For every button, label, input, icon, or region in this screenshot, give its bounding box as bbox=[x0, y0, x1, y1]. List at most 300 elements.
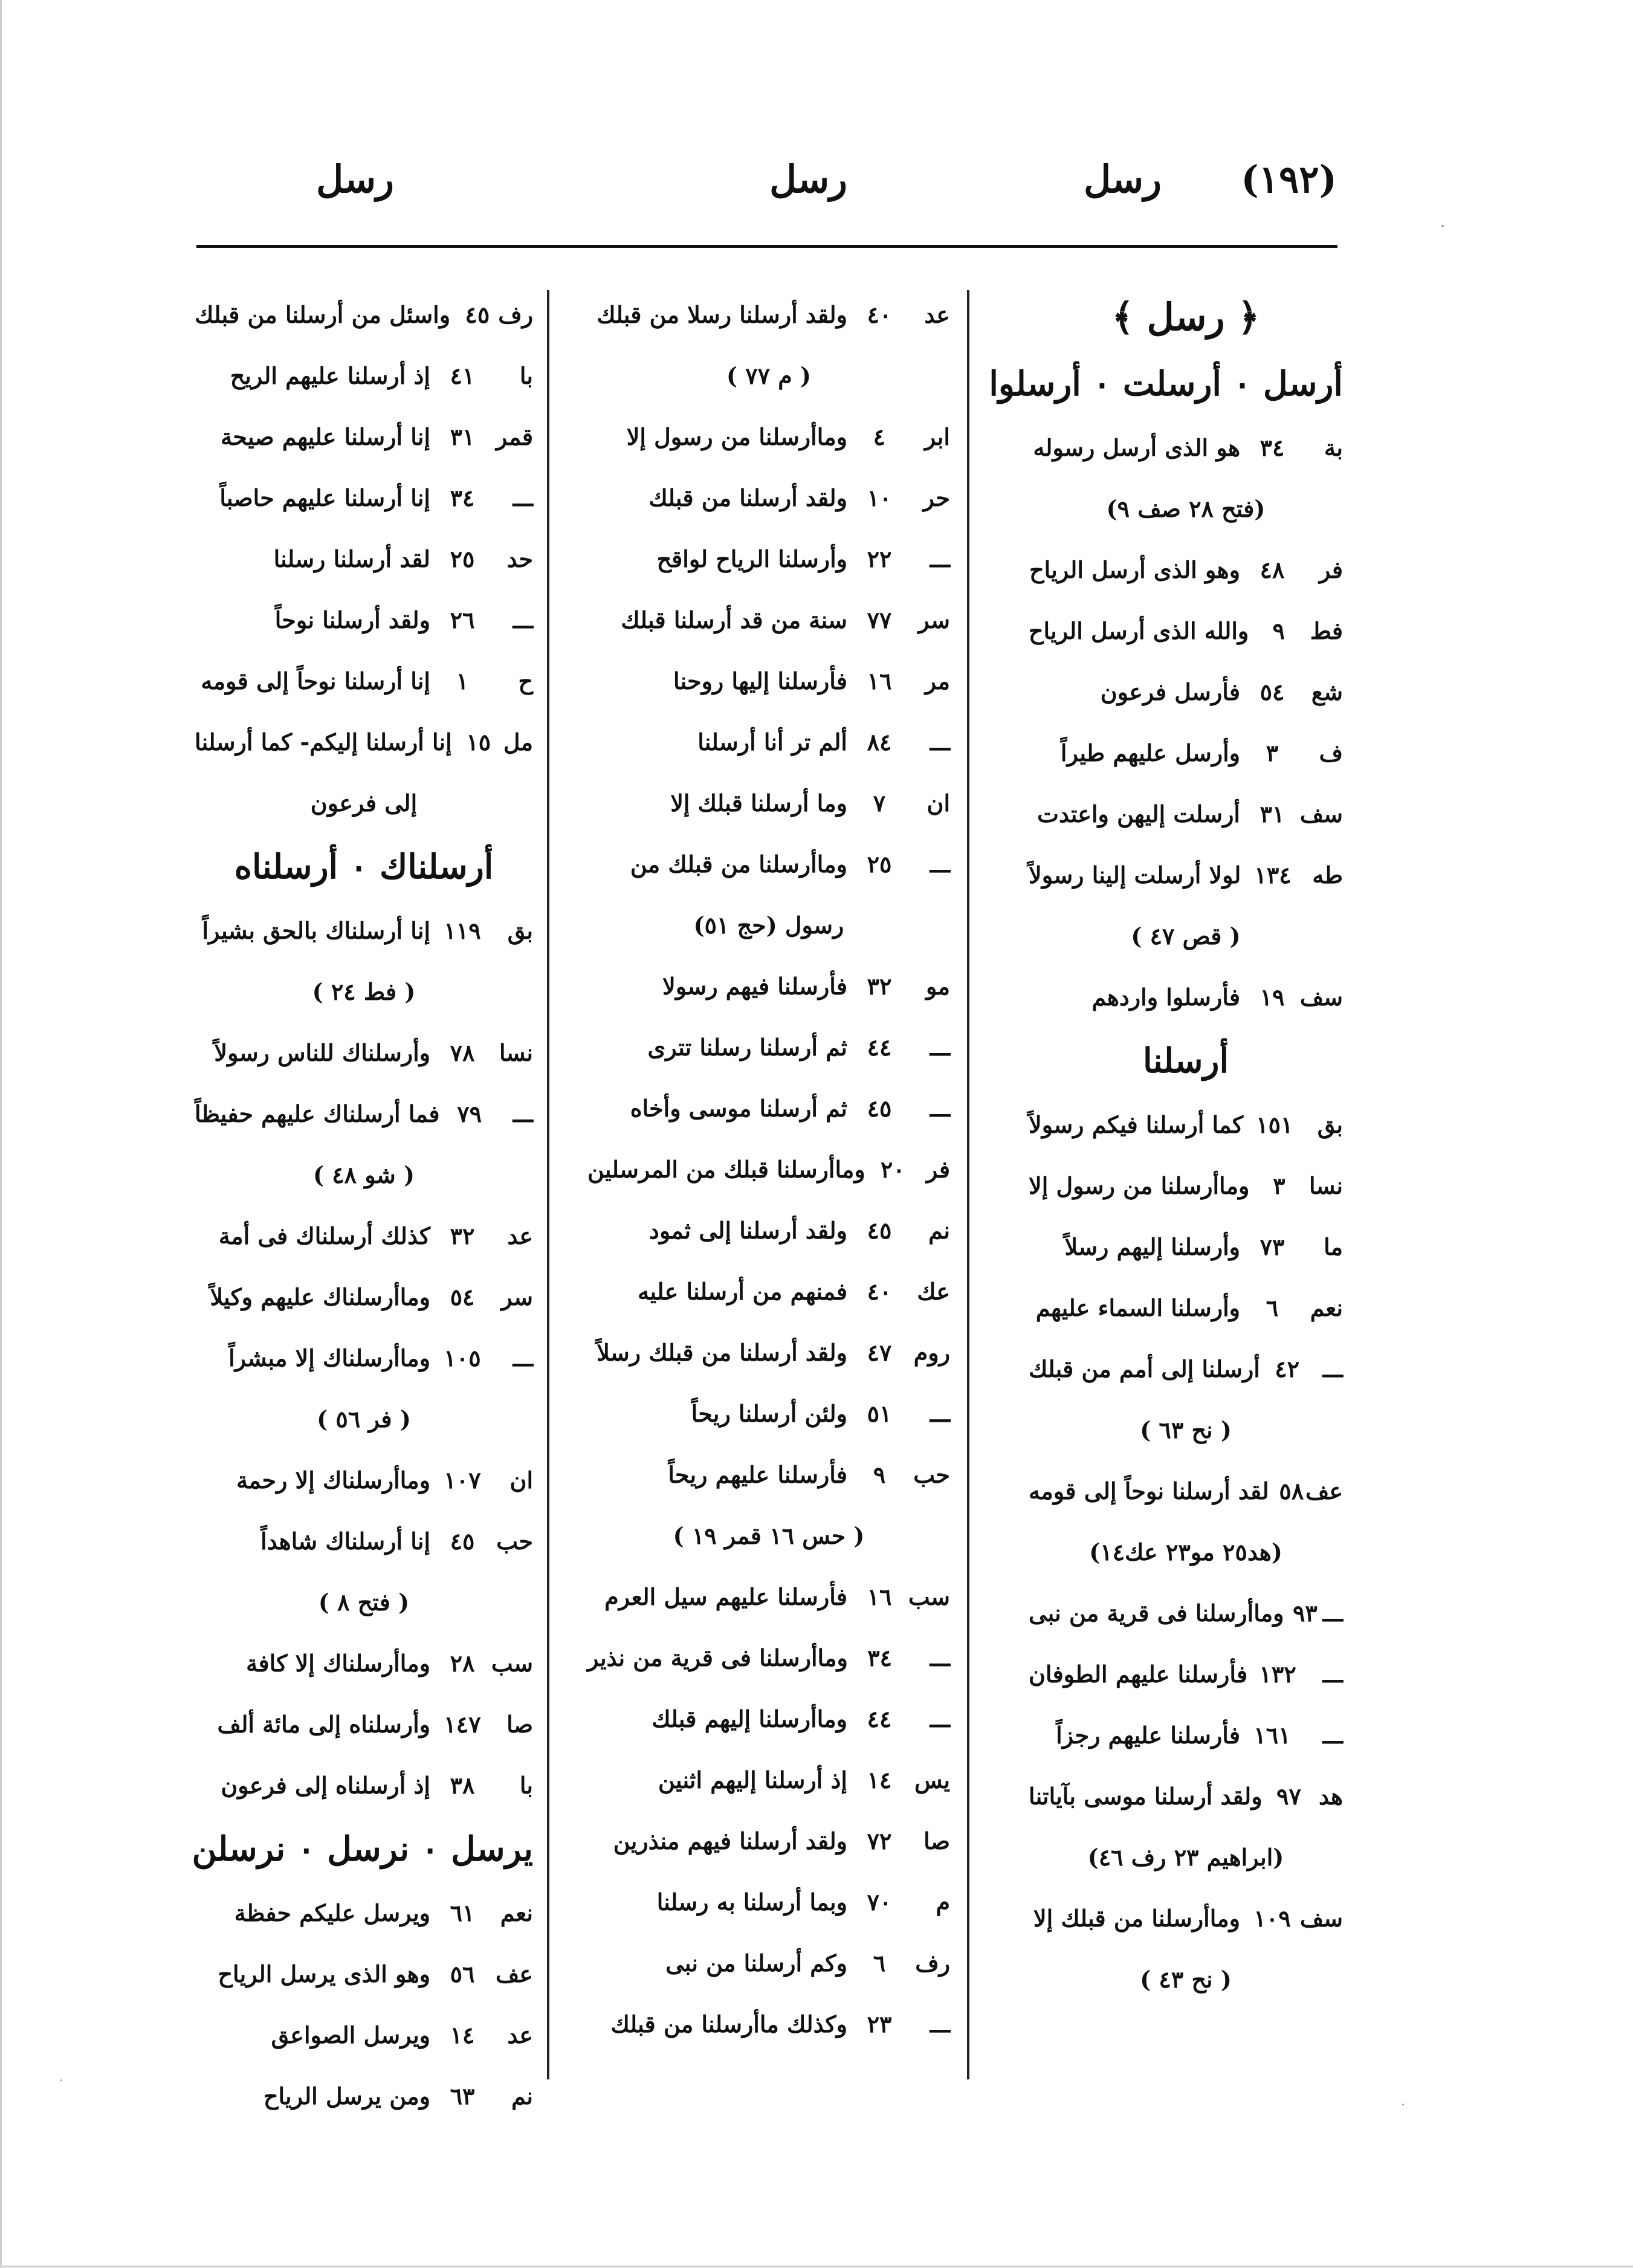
entry-row bbox=[587, 1810, 950, 1871]
root-heading: ﴿ رسل ﴾ bbox=[1111, 295, 1260, 339]
verse-text: ثم أرسلنا رسلنا تترى bbox=[647, 1034, 847, 1061]
verse-number: ٤١ bbox=[450, 362, 475, 389]
entry-row bbox=[587, 773, 950, 834]
entry-row bbox=[587, 1200, 950, 1261]
verse-number: ١٠٧ bbox=[444, 1466, 481, 1494]
cross-reference-line: ( فر ٥٦ ) bbox=[317, 1405, 411, 1433]
verse-number: ٧٧ bbox=[867, 606, 892, 633]
entry-row bbox=[587, 1994, 950, 2055]
entry-row bbox=[587, 1261, 950, 1322]
surah-reference: نعم bbox=[500, 1899, 533, 1926]
entry-row bbox=[1029, 783, 1343, 844]
verse-text: فأرسلنا عليهم الطوفان bbox=[1029, 1660, 1248, 1688]
entry-row bbox=[1029, 1705, 1343, 1766]
surah-reference: عك bbox=[917, 1278, 950, 1305]
verse-number: ٤٥ bbox=[465, 301, 490, 328]
verse-number: ٧٠ bbox=[867, 1888, 892, 1916]
verse-number: ٤٠ bbox=[867, 1278, 892, 1305]
surah-reference: ـــ bbox=[930, 1034, 950, 1061]
verse-text: ولقد أرسلنا من قبلك رسلاً bbox=[597, 1339, 847, 1366]
verse-number: ٥٤ bbox=[1260, 678, 1285, 705]
surah-reference: عد bbox=[924, 301, 950, 328]
verse-number: ٢٥ bbox=[450, 545, 475, 572]
verse-text: واسئل من أرسلنا من قبلك bbox=[195, 301, 451, 328]
entry-row bbox=[1029, 1338, 1343, 1399]
verse-text: وماأرسلناك إلا رحمة bbox=[236, 1466, 430, 1494]
surah-reference: حب bbox=[496, 1528, 533, 1555]
surah-reference: طه bbox=[1312, 861, 1343, 889]
verse-number: ٩ bbox=[873, 1461, 886, 1488]
verse-number: ٤٤ bbox=[867, 1705, 892, 1732]
entry-row bbox=[195, 467, 533, 528]
entry-row bbox=[1029, 722, 1343, 783]
verse-number: ٤٥ bbox=[867, 1217, 892, 1244]
entry-row bbox=[195, 528, 533, 589]
surah-reference: ـــ bbox=[930, 1705, 950, 1732]
verse-text: كذلك أرسلناك فى أمة bbox=[218, 1222, 430, 1249]
verse-number: ١١٩ bbox=[444, 917, 481, 944]
surah-reference: صا bbox=[923, 1827, 950, 1855]
verse-number: ٣٨ bbox=[450, 1772, 475, 1799]
column-right bbox=[989, 284, 1343, 2010]
form-subheading: أرسل ٠ أرسلت ٠ أرسلوا bbox=[989, 364, 1343, 404]
entry-row bbox=[587, 1566, 950, 1627]
entry-row bbox=[587, 1444, 950, 1505]
entry-row bbox=[587, 528, 950, 589]
surah-reference: نعم bbox=[1310, 1294, 1343, 1321]
verse-number: ٥٦ bbox=[450, 1960, 475, 1988]
entry-row bbox=[587, 284, 950, 345]
verse-number: ١٣٢ bbox=[1259, 1660, 1296, 1688]
surah-reference: ف bbox=[1319, 739, 1343, 766]
verse-text: إنا أرسلنا عليهم صيحة bbox=[221, 423, 430, 450]
verse-number: ٩ bbox=[1272, 617, 1285, 644]
surah-reference: ـــ bbox=[930, 850, 950, 878]
form-subheading: أرسلنا bbox=[1142, 1041, 1229, 1081]
surah-reference: بق bbox=[507, 917, 533, 944]
surah-reference: حب bbox=[913, 1461, 950, 1488]
verse-text: لولا أرسلت إلينا رسولاً bbox=[1029, 861, 1241, 889]
verse-number: ٤٢ bbox=[1275, 1355, 1300, 1382]
cross-reference-line: ( فتح ٨ ) bbox=[318, 1589, 410, 1616]
verse-text: فأرسلنا فيهم رسولا bbox=[662, 973, 847, 1000]
verse-number: ١٤ bbox=[867, 1766, 892, 1793]
cross-reference-line: ( حس ١٦ قمر ١٩ ) bbox=[673, 1522, 865, 1549]
surah-reference: ـــ bbox=[513, 484, 533, 511]
verse-text: أرسلت إليهن واعتدت bbox=[1037, 800, 1240, 828]
cross-reference-line: ( م ٧٧ ) bbox=[726, 362, 811, 389]
entry-row bbox=[195, 1266, 533, 1327]
verse-number: ٨٤ bbox=[867, 728, 892, 756]
surah-reference: سف bbox=[1299, 800, 1343, 828]
surah-reference: ـــ bbox=[930, 1095, 950, 1122]
entry-row bbox=[587, 711, 950, 773]
surah-reference: فر bbox=[926, 1156, 950, 1183]
surah-reference: روم bbox=[913, 1339, 950, 1366]
column-divider-right bbox=[967, 290, 969, 2079]
verse-number: ١٦ bbox=[867, 667, 892, 695]
entry-row bbox=[587, 1078, 950, 1139]
verse-text: ويرسل عليكم حفظة bbox=[234, 1899, 430, 1926]
verse-text: وأرسلنا إليهم رسلاً bbox=[1064, 1233, 1240, 1260]
surah-reference: با bbox=[519, 1772, 533, 1799]
entry-row bbox=[195, 1083, 533, 1144]
verse-text: وأرسل عليهم طيراً bbox=[1060, 739, 1240, 766]
verse-number: ٢٢ bbox=[867, 545, 892, 572]
verse-text: فمنهم من أرسلنا عليه bbox=[638, 1278, 847, 1305]
verse-text: فأرسلنا عليهم ريحاً bbox=[668, 1461, 847, 1488]
surah-reference: رف bbox=[498, 301, 533, 328]
verse-text: إنا أرسلناك بالحق بشيراً bbox=[202, 917, 430, 944]
surah-reference: مل bbox=[503, 728, 533, 756]
surah-reference: نم bbox=[511, 2082, 533, 2110]
verse-text: وماأرسلنا من رسول إلا bbox=[1029, 1172, 1250, 1199]
entry-row bbox=[587, 467, 950, 528]
verse-text: فأرسلنا إليها روحنا bbox=[673, 667, 847, 695]
header-page-number: (١٩٢) bbox=[1241, 157, 1337, 201]
surah-reference: نسا bbox=[499, 1039, 533, 1066]
surah-reference: ـــ bbox=[1322, 1722, 1343, 1749]
verse-text: وأرسلناك للناس رسولاً bbox=[214, 1039, 430, 1066]
verse-number: ١٩ bbox=[1260, 983, 1285, 1011]
surah-reference: صا bbox=[506, 1711, 533, 1738]
surah-reference: نسا bbox=[1308, 1172, 1343, 1199]
verse-text: إنا أرسلنا إليكم- كما أرسلنا bbox=[195, 728, 452, 756]
surah-reference: مر bbox=[925, 667, 950, 695]
verse-text: ألم تر أنا أرسلنا bbox=[697, 728, 847, 756]
verse-text: وماأرسلنا قبلك من المرسلين bbox=[587, 1156, 865, 1183]
surah-reference: حد bbox=[506, 545, 533, 572]
cross-reference-line: ( نح ٤٣ ) bbox=[1140, 1966, 1232, 1993]
verse-text: وماأرسلنا فى قرية من نذير bbox=[587, 1644, 848, 1671]
verse-text: ولقد أرسلنا من قبلك bbox=[648, 484, 847, 511]
verse-number: ١٤ bbox=[450, 2021, 475, 2049]
entry-row bbox=[1029, 539, 1343, 600]
verse-text: ويرسل الصواعق bbox=[271, 2021, 430, 2049]
surah-reference: ح bbox=[518, 667, 533, 695]
verse-number: ١٥ bbox=[466, 728, 491, 756]
entry-row bbox=[1029, 1583, 1343, 1644]
surah-reference: ـــ bbox=[1322, 1660, 1343, 1688]
column-divider-left bbox=[547, 290, 549, 2079]
verse-text: إذ أرسلنا إليهم اثنين bbox=[658, 1766, 847, 1793]
entry-row bbox=[1029, 1888, 1343, 1949]
verse-text: وماأرسلنا من قبلك إلا bbox=[1033, 1905, 1240, 1932]
verse-number: ٧٣ bbox=[1260, 1233, 1285, 1260]
page-header bbox=[193, 145, 1337, 218]
entry-row bbox=[587, 650, 950, 711]
entry-row bbox=[587, 1017, 950, 1078]
surah-reference: ـــ bbox=[930, 1644, 950, 1671]
verse-text: وماأرسلنا من قبلك من bbox=[630, 850, 847, 878]
header-word-left: رسل bbox=[316, 157, 394, 201]
entry-row bbox=[195, 1205, 533, 1266]
verse-text: وما أرسلنا قبلك إلا bbox=[670, 789, 847, 817]
surah-reference: ـــ bbox=[513, 606, 533, 633]
surah-reference: ـــ bbox=[1322, 1599, 1343, 1627]
entry-row bbox=[587, 1139, 950, 1200]
surah-reference: ابر bbox=[924, 423, 950, 450]
surah-reference: ـــ bbox=[930, 2010, 950, 2038]
verse-number: ١٠ bbox=[867, 484, 892, 511]
cross-reference-line: ( قص ٤٧ ) bbox=[1131, 922, 1241, 950]
column-right-entries bbox=[989, 351, 1343, 2010]
cross-reference-line: ( فط ٢٤ ) bbox=[312, 978, 416, 1005]
verse-number: ٢٦ bbox=[450, 606, 475, 633]
scan-speck bbox=[1402, 2104, 1404, 2105]
verse-number: ٥٨ bbox=[1279, 1477, 1304, 1505]
verse-number: ٢٥ bbox=[867, 850, 892, 878]
verse-text: فأرسلنا عليهم سيل العرم bbox=[604, 1583, 847, 1610]
verse-number: ١ bbox=[456, 667, 469, 695]
verse-text: وكم أرسلنا من نبى bbox=[665, 1949, 847, 1977]
verse-text: فأرسلنا عليهم رجزاً bbox=[1056, 1722, 1240, 1749]
column-middle-entries bbox=[587, 284, 950, 2055]
entry-row bbox=[587, 1383, 950, 1444]
entry-row bbox=[195, 1511, 533, 1572]
entry-row bbox=[1029, 1155, 1343, 1216]
entry-row bbox=[1029, 1216, 1343, 1277]
verse-number: ٣٢ bbox=[867, 973, 892, 1000]
verse-number: ٧٨ bbox=[450, 1039, 475, 1066]
surah-reference: سر bbox=[501, 1283, 533, 1311]
cross-reference-line: رسول (حج ٥١) bbox=[693, 912, 844, 939]
entry-row bbox=[1029, 1644, 1343, 1705]
entry-row bbox=[587, 956, 950, 1017]
verse-number: ٦ bbox=[873, 1949, 886, 1977]
verse-text: وهو الذى أرسل الرياح bbox=[1029, 556, 1240, 583]
entry-row bbox=[1029, 417, 1343, 478]
surah-reference: بة bbox=[1324, 434, 1343, 461]
entry-row bbox=[195, 1327, 533, 1388]
entry-row bbox=[195, 711, 533, 773]
surah-reference: ـــ bbox=[930, 728, 950, 756]
verse-text: وماأرسلنا فى قرية من نبى bbox=[1029, 1599, 1284, 1627]
verse-text: وبما أرسلنا به رسلنا bbox=[656, 1888, 847, 1916]
verse-number: ٣٤ bbox=[867, 1644, 893, 1671]
entry-row bbox=[1029, 1094, 1343, 1155]
verse-number: ٧ bbox=[873, 789, 886, 817]
entry-row bbox=[587, 1322, 950, 1383]
surah-reference: ان bbox=[509, 1466, 533, 1494]
surah-reference: عد bbox=[507, 2021, 533, 2049]
verse-text: ولقد أرسلنا نوحاً bbox=[274, 606, 430, 633]
verse-text: إنا أرسلنا نوحاً إلى قومه bbox=[201, 667, 430, 695]
surah-reference: ـــ bbox=[513, 1100, 533, 1127]
verse-text: ثم أرسلنا موسى وأخاه bbox=[630, 1095, 847, 1122]
verse-number: ٣ bbox=[1273, 1172, 1285, 1199]
cross-reference-line: إلى فرعون bbox=[310, 789, 418, 817]
entry-row bbox=[195, 345, 533, 406]
verse-text: وأرسلنا السماء عليهم bbox=[1035, 1294, 1240, 1321]
entry-row bbox=[587, 589, 950, 650]
verse-text: ولقد أرسلنا فيهم منذرين bbox=[613, 1827, 847, 1855]
surah-reference: عف bbox=[1305, 1477, 1343, 1505]
entry-row bbox=[195, 1022, 533, 1083]
verse-number: ٣١ bbox=[450, 423, 475, 450]
entry-row bbox=[195, 1633, 533, 1694]
verse-number: ١٦١ bbox=[1253, 1722, 1291, 1749]
surah-reference: ـــ bbox=[930, 545, 950, 572]
verse-number: ٣١ bbox=[1260, 800, 1285, 828]
cross-reference-line: (فتح ٢٨ صف ٩) bbox=[1106, 495, 1266, 522]
surah-reference: رف bbox=[915, 1949, 950, 1977]
verse-number: ١٥١ bbox=[1256, 1111, 1293, 1138]
scan-left-edge bbox=[0, 0, 2, 2268]
entry-row bbox=[587, 834, 950, 895]
entry-row bbox=[195, 1450, 533, 1511]
verse-text: وماأرسلناك عليهم وكيلاً bbox=[210, 1283, 430, 1311]
cross-reference-line: (هد٢٥ مو٢٣ عك١٤) bbox=[1089, 1538, 1282, 1566]
surah-reference: بق bbox=[1317, 1111, 1343, 1138]
surah-reference: ـــ bbox=[513, 1344, 533, 1372]
verse-number: ٢٠ bbox=[880, 1156, 905, 1183]
verse-number: ٤٥ bbox=[450, 1528, 475, 1555]
verse-text: وماأرسلناك إلا مبشراً bbox=[228, 1344, 430, 1372]
surah-reference: عد bbox=[507, 1222, 533, 1249]
entry-row bbox=[195, 2004, 533, 2066]
verse-text: وأرسلناه إلى مائة ألف bbox=[217, 1711, 430, 1738]
surah-reference: ان bbox=[926, 789, 950, 817]
verse-text: إنا أرسلناك شاهداً bbox=[260, 1528, 430, 1555]
verse-number: ٤٨ bbox=[1260, 556, 1285, 583]
surah-reference: م bbox=[936, 1888, 950, 1916]
verse-number: ٩٧ bbox=[1276, 1783, 1301, 1810]
verse-text: وماأرسلناك إلا كافة bbox=[246, 1650, 430, 1677]
verse-number: ٥٤ bbox=[450, 1283, 475, 1311]
verse-number: ٤٥ bbox=[867, 1095, 892, 1122]
verse-text: إنا أرسلنا عليهم حاصباً bbox=[219, 484, 430, 511]
entry-row bbox=[587, 406, 950, 467]
entry-row bbox=[195, 1943, 533, 2004]
column-left bbox=[192, 284, 533, 2127]
verse-number: ٤ bbox=[873, 423, 886, 450]
surah-reference: مو bbox=[926, 973, 950, 1000]
verse-text: كما أرسلنا فيكم رسولاً bbox=[1029, 1111, 1244, 1138]
surah-reference: سب bbox=[908, 1583, 950, 1610]
entry-row bbox=[195, 284, 533, 345]
verse-text: لقد أرسلنا رسلنا bbox=[273, 545, 430, 572]
scan-speck bbox=[60, 2079, 62, 2081]
verse-number: ١٠٥ bbox=[444, 1344, 481, 1372]
surah-reference: ـــ bbox=[1322, 1355, 1343, 1382]
verse-text: وأرسلنا الرياح لواقح bbox=[656, 545, 847, 572]
entry-row bbox=[1029, 967, 1343, 1028]
entry-row bbox=[1029, 661, 1343, 722]
surah-reference: سب bbox=[491, 1650, 533, 1677]
header-word-right: رسل bbox=[1084, 157, 1162, 201]
verse-number: ٤٧ bbox=[867, 1339, 892, 1366]
verse-number: ٣٤ bbox=[450, 484, 475, 511]
verse-text: ومن يرسل الرياح bbox=[263, 2082, 430, 2110]
surah-reference: با bbox=[519, 362, 533, 389]
verse-text: وهو الذى يرسل الرياح bbox=[218, 1960, 430, 1988]
surah-reference: نم bbox=[928, 1217, 950, 1244]
verse-number: ٦١ bbox=[450, 1899, 475, 1926]
verse-text: فما أرسلناك عليهم حفيظاً bbox=[195, 1100, 440, 1127]
entry-row bbox=[195, 650, 533, 711]
verse-text: سنة من قد أرسلنا قبلك bbox=[621, 606, 847, 633]
entry-row bbox=[195, 1882, 533, 1943]
verse-text: ولقد أرسلنا رسلا من قبلك bbox=[597, 301, 847, 328]
verse-number: ٦٣ bbox=[450, 2082, 475, 2110]
verse-number: ٣٢ bbox=[450, 1222, 475, 1249]
cross-reference-line: ( شو ٤٨ ) bbox=[313, 1161, 415, 1188]
verse-text: أرسلنا إلى أمم من قبلك bbox=[1029, 1355, 1260, 1382]
entry-row bbox=[1029, 1277, 1343, 1338]
header-word-mid: رسل bbox=[769, 157, 847, 201]
scan-bottom-edge bbox=[0, 2266, 1633, 2267]
surah-reference: سف bbox=[1299, 983, 1343, 1011]
verse-number: ٤٤ bbox=[867, 1034, 892, 1061]
surah-reference: شع bbox=[1311, 678, 1343, 705]
cross-reference-line: (ابراهيم ٢٣ رف ٤٦) bbox=[1087, 1844, 1284, 1871]
verse-number: ٣٤ bbox=[1260, 434, 1285, 461]
entry-row bbox=[195, 589, 533, 650]
verse-text: ولقد أرسلنا موسى بآياتنا bbox=[1029, 1783, 1263, 1810]
verse-number: ١٦ bbox=[867, 1583, 892, 1610]
surah-reference: هد bbox=[1319, 1783, 1343, 1810]
verse-number: ٧٩ bbox=[457, 1100, 482, 1127]
surah-reference: فط bbox=[1310, 617, 1343, 644]
verse-number: ٣ bbox=[1266, 739, 1279, 766]
surah-reference: سر bbox=[918, 606, 950, 633]
entry-row bbox=[1029, 844, 1343, 906]
surah-reference: فر bbox=[1319, 556, 1343, 583]
verse-number: ٩٣ bbox=[1292, 1599, 1318, 1627]
entry-row bbox=[195, 406, 533, 467]
surah-reference: يس bbox=[914, 1766, 950, 1793]
cross-reference-line: ( نح ٦٣ ) bbox=[1140, 1416, 1232, 1443]
verse-number: ٦ bbox=[1266, 1294, 1279, 1321]
entry-row bbox=[587, 1871, 950, 1933]
entry-row bbox=[1029, 600, 1343, 661]
verse-number: ٢٣ bbox=[867, 2010, 892, 2038]
verse-text: وماأرسلنا إليهم قبلك bbox=[652, 1705, 847, 1732]
verse-number: ١٣٤ bbox=[1254, 861, 1292, 889]
entry-row bbox=[195, 1694, 533, 1755]
verse-text: وكذلك ماأرسلنا من قبلك bbox=[610, 2010, 847, 2038]
surah-reference: ما bbox=[1324, 1233, 1343, 1260]
verse-number: ١٠٩ bbox=[1253, 1905, 1291, 1932]
scan-speck bbox=[1441, 225, 1444, 227]
verse-text: إذ أرسلناه إلى فرعون bbox=[221, 1772, 430, 1799]
verse-text: فأرسل فرعون bbox=[1100, 678, 1240, 705]
verse-text: هو الذى أرسل رسوله bbox=[1033, 434, 1240, 461]
verse-number: ٤٠ bbox=[867, 301, 892, 328]
entry-row bbox=[1029, 1460, 1343, 1521]
column-middle bbox=[587, 284, 950, 2055]
surah-reference: ـــ bbox=[930, 1400, 950, 1427]
verse-number: ٧٢ bbox=[867, 1827, 892, 1855]
verse-number: ٢٨ bbox=[450, 1650, 475, 1677]
entry-row bbox=[195, 900, 533, 961]
verse-text: فأرسلوا واردهم bbox=[1091, 983, 1240, 1011]
surah-reference: قمر bbox=[496, 423, 533, 450]
verse-text: وماأرسلنا من رسول إلا bbox=[626, 423, 847, 450]
entry-row bbox=[1029, 1766, 1343, 1827]
surah-reference: سف bbox=[1299, 1905, 1343, 1932]
verse-text: والله الذى أرسل الرياح bbox=[1029, 617, 1249, 644]
entry-row bbox=[587, 1688, 950, 1749]
entry-row bbox=[587, 1933, 950, 1994]
entry-row bbox=[587, 1627, 950, 1688]
form-subheading: أرسلناك ٠ أرسلناه bbox=[234, 847, 494, 887]
entry-row bbox=[195, 2066, 533, 2127]
entry-row bbox=[587, 1749, 950, 1810]
verse-text: ولئن أرسلنا ريحاً bbox=[691, 1400, 847, 1427]
verse-number: ١٤٧ bbox=[444, 1711, 481, 1738]
